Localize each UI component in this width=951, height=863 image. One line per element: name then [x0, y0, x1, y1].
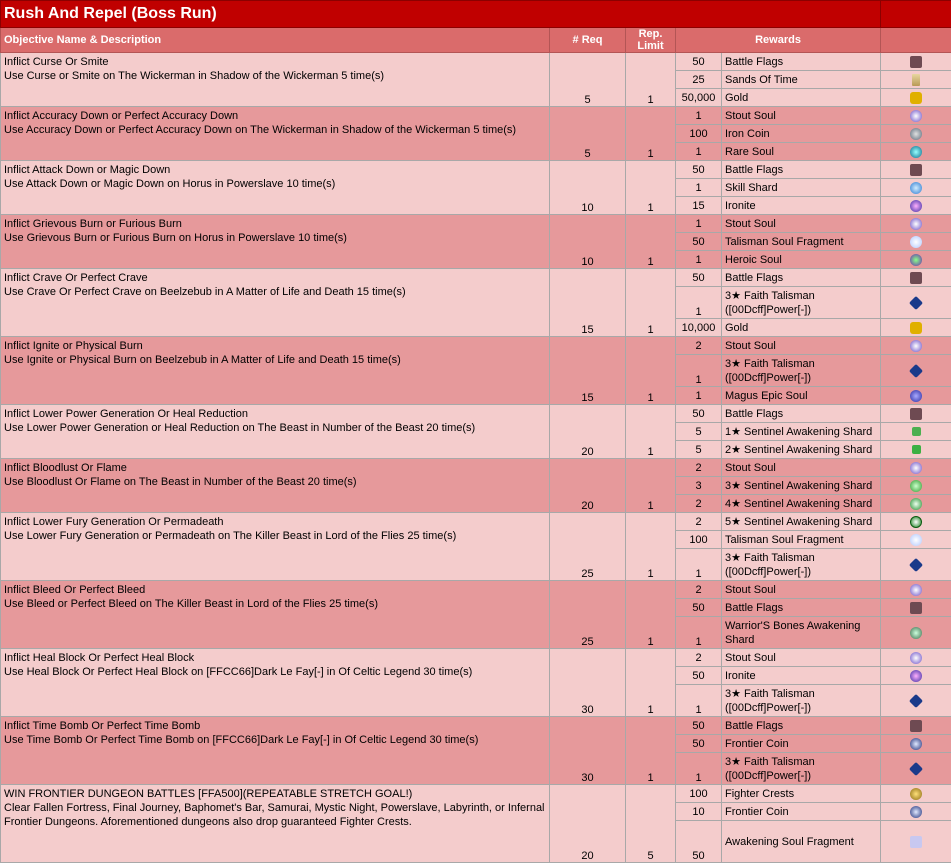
header-rep-limit: Rep. Limit: [626, 28, 676, 53]
reward-icon-cell: [881, 753, 951, 785]
gold-icon: [910, 322, 922, 334]
magus-epic-soul-icon: [910, 390, 922, 402]
header-icon-col: [881, 28, 951, 53]
reward-name: Iron Coin: [722, 125, 881, 143]
objective-cell: [1, 581, 550, 649]
reward-qty: 1: [676, 251, 722, 269]
reward-icon-cell: [881, 735, 951, 753]
reward-icon-cell: [881, 125, 951, 143]
reward-name: 2★ Sentinel Awakening Shard: [722, 441, 881, 459]
reward-name: Battle Flags: [722, 599, 881, 617]
reward-name: Heroic Soul: [722, 251, 881, 269]
sentinel-shard-5-icon: [910, 516, 922, 528]
reward-row: [1, 161, 951, 179]
reward-name: 3★ Sentinel Awakening Shard: [722, 477, 881, 495]
reward-qty: 50: [676, 667, 722, 685]
objective-desc: Use Accuracy Down or Perfect Accuracy Down on The Wickerman in Shadow of the Wickerman 5 time(s): [4, 123, 546, 137]
title-spacer: [881, 1, 951, 28]
reward-qty: 2: [676, 649, 722, 667]
reward-qty: 1: [676, 107, 722, 125]
faith-talisman-icon: [909, 558, 923, 572]
reward-qty: 50: [676, 53, 722, 71]
reward-icon-cell: [881, 459, 951, 477]
objective-name: Inflict Lower Fury Generation Or Permadeath: [4, 515, 546, 529]
reward-icon-cell: [881, 233, 951, 251]
objective-rep-limit: 1: [626, 215, 676, 269]
talisman-soul-fragment-icon: [910, 534, 922, 546]
reward-name: 3★ Faith Talisman ([00Dcff]Power[-]): [722, 753, 881, 785]
objective-name: Inflict Curse Or Smite: [4, 55, 546, 69]
reward-icon-cell: [881, 685, 951, 717]
objective-req: 15: [550, 269, 626, 337]
reward-row: [1, 215, 951, 233]
reward-icon-cell: [881, 89, 951, 107]
reward-qty: 50: [676, 821, 722, 863]
reward-qty: 1: [676, 549, 722, 581]
objective-cell: [1, 459, 550, 513]
reward-icon-cell: [881, 599, 951, 617]
reward-name: 3★ Faith Talisman ([00Dcff]Power[-]): [722, 287, 881, 319]
reward-icon-cell: [881, 423, 951, 441]
reward-icon-cell: [881, 143, 951, 161]
reward-qty: 2: [676, 513, 722, 531]
reward-qty: 1: [676, 143, 722, 161]
faith-talisman-icon: [909, 296, 923, 310]
objective-rep-limit: 1: [626, 717, 676, 785]
reward-icon-cell: [881, 387, 951, 405]
objective-req: 20: [550, 405, 626, 459]
stout-soul-icon: [910, 110, 922, 122]
reward-qty: 100: [676, 125, 722, 143]
battle-flags-icon: [910, 720, 922, 732]
sands-of-time-icon: [912, 74, 920, 86]
objective-name: Inflict Ignite or Physical Burn: [4, 339, 546, 353]
reward-icon-cell: [881, 71, 951, 89]
reward-icon-cell: [881, 441, 951, 459]
reward-qty: 50: [676, 161, 722, 179]
awakening-soul-fragment-icon: [910, 836, 922, 848]
page-title: Rush And Repel (Boss Run): [1, 1, 881, 28]
reward-icon-cell: [881, 617, 951, 649]
objective-desc: Use Attack Down or Magic Down on Horus in Powerslave 10 time(s): [4, 177, 546, 191]
sentinel-shard-3-icon: [910, 480, 922, 492]
reward-icon-cell: [881, 477, 951, 495]
reward-icon-cell: [881, 803, 951, 821]
heroic-soul-icon: [910, 254, 922, 266]
reward-icon-cell: [881, 337, 951, 355]
objective-req: 10: [550, 215, 626, 269]
reward-name: Rare Soul: [722, 143, 881, 161]
reward-name: Warrior'S Bones Awakening Shard: [722, 617, 881, 649]
objective-cell: [1, 785, 550, 863]
reward-icon-cell: [881, 717, 951, 735]
objective-name: Inflict Bleed Or Perfect Bleed: [4, 583, 546, 597]
objective-desc: Use Bleed or Perfect Bleed on The Killer Beast in Lord of the Flies 25 time(s): [4, 597, 546, 611]
reward-qty: 50: [676, 405, 722, 423]
reward-icon-cell: [881, 179, 951, 197]
objective-rep-limit: 1: [626, 513, 676, 581]
objective-desc: Use Grievous Burn or Furious Burn on Horus in Powerslave 10 time(s): [4, 231, 546, 245]
objective-desc: Clear Fallen Fortress, Final Journey, Baphomet's Bar, Samurai, Mystic Night, Powerslave, Labyrinth, or Infernal Frontier Dungeons. Aforementioned dungeons also drop guaranteed Fighter Crests.: [4, 801, 546, 829]
reward-name: Skill Shard: [722, 179, 881, 197]
talisman-soul-fragment-icon: [910, 236, 922, 248]
reward-name: Magus Epic Soul: [722, 387, 881, 405]
gold-icon: [910, 92, 922, 104]
objective-name: Inflict Time Bomb Or Perfect Time Bomb: [4, 719, 546, 733]
reward-name: Stout Soul: [722, 581, 881, 599]
reward-qty: 10,000: [676, 319, 722, 337]
frontier-coin-icon: [910, 738, 922, 750]
objective-rep-limit: 1: [626, 649, 676, 717]
objective-name: Inflict Lower Power Generation Or Heal Reduction: [4, 407, 546, 421]
warriors-bones-shard-icon: [910, 627, 922, 639]
reward-name: Battle Flags: [722, 53, 881, 71]
rare-soul-icon: [910, 146, 922, 158]
reward-icon-cell: [881, 269, 951, 287]
sentinel-shard-2-icon: [912, 445, 921, 454]
reward-name: Stout Soul: [722, 337, 881, 355]
reward-qty: 25: [676, 71, 722, 89]
reward-icon-cell: [881, 513, 951, 531]
battle-flags-icon: [910, 56, 922, 68]
objective-name: Inflict Attack Down or Magic Down: [4, 163, 546, 177]
objective-cell: [1, 717, 550, 785]
reward-row: [1, 717, 951, 735]
objective-req: 5: [550, 107, 626, 161]
objective-desc: Use Heal Block Or Perfect Heal Block on [FFCC66]Dark Le Fay[-] in Of Celtic Legend 30 time(s): [4, 665, 546, 679]
objective-cell: [1, 513, 550, 581]
objective-cell: [1, 107, 550, 161]
objective-rep-limit: 1: [626, 581, 676, 649]
reward-name: Stout Soul: [722, 215, 881, 233]
fighter-crests-icon: [910, 788, 922, 800]
objective-req: 30: [550, 649, 626, 717]
reward-row: [1, 269, 951, 287]
reward-qty: 2: [676, 495, 722, 513]
reward-icon-cell: [881, 355, 951, 387]
reward-qty: 50: [676, 735, 722, 753]
reward-icon-cell: [881, 53, 951, 71]
battle-flags-icon: [910, 408, 922, 420]
reward-qty: 100: [676, 785, 722, 803]
reward-row: [1, 513, 951, 531]
stout-soul-icon: [910, 218, 922, 230]
reward-qty: 1: [676, 179, 722, 197]
reward-name: 3★ Faith Talisman ([00Dcff]Power[-]): [722, 685, 881, 717]
objective-name: WIN FRONTIER DUNGEON BATTLES [FFA500](REPEATABLE STRETCH GOAL!): [4, 787, 546, 801]
objective-name: Inflict Crave Or Perfect Crave: [4, 271, 546, 285]
sentinel-shard-1-icon: [912, 427, 921, 436]
reward-icon-cell: [881, 215, 951, 233]
reward-name: Frontier Coin: [722, 803, 881, 821]
objective-req: 30: [550, 717, 626, 785]
reward-qty: 1: [676, 287, 722, 319]
reward-icon-cell: [881, 287, 951, 319]
objective-req: 20: [550, 785, 626, 863]
header-objective: Objective Name & Description: [1, 28, 550, 53]
objective-rep-limit: 1: [626, 269, 676, 337]
objective-cell: [1, 649, 550, 717]
reward-qty: 50: [676, 233, 722, 251]
reward-icon-cell: [881, 821, 951, 863]
reward-name: 3★ Faith Talisman ([00Dcff]Power[-]): [722, 355, 881, 387]
objective-rep-limit: 1: [626, 405, 676, 459]
reward-qty: 1: [676, 617, 722, 649]
reward-row: [1, 107, 951, 125]
iron-coin-icon: [910, 128, 922, 140]
reward-name: Awakening Soul Fragment: [722, 821, 881, 863]
reward-icon-cell: [881, 531, 951, 549]
reward-qty: 2: [676, 581, 722, 599]
stout-soul-icon: [910, 462, 922, 474]
reward-name: Battle Flags: [722, 161, 881, 179]
reward-name: 5★ Sentinel Awakening Shard: [722, 513, 881, 531]
reward-qty: 50: [676, 599, 722, 617]
reward-name: Stout Soul: [722, 649, 881, 667]
reward-qty: 5: [676, 441, 722, 459]
objective-cell: [1, 161, 550, 215]
reward-icon-cell: [881, 785, 951, 803]
reward-qty: 1: [676, 215, 722, 233]
objective-rep-limit: 1: [626, 161, 676, 215]
objective-name: Inflict Grievous Burn or Furious Burn: [4, 217, 546, 231]
objective-rep-limit: 1: [626, 53, 676, 107]
reward-icon-cell: [881, 251, 951, 269]
reward-icon-cell: [881, 549, 951, 581]
objective-cell: [1, 215, 550, 269]
objective-desc: Use Lower Fury Generation or Permadeath on The Killer Beast in Lord of the Flies 25 time(s): [4, 529, 546, 543]
objective-cell: [1, 269, 550, 337]
stout-soul-icon: [910, 652, 922, 664]
objective-req: 5: [550, 53, 626, 107]
ironite-icon: [910, 670, 922, 682]
objective-req: 15: [550, 337, 626, 405]
reward-qty: 1: [676, 387, 722, 405]
reward-name: Talisman Soul Fragment: [722, 531, 881, 549]
reward-icon-cell: [881, 495, 951, 513]
frontier-coin-icon: [910, 806, 922, 818]
objective-desc: Use Curse or Smite on The Wickerman in Shadow of the Wickerman 5 time(s): [4, 69, 546, 83]
objective-name: Inflict Accuracy Down or Perfect Accuracy Down: [4, 109, 546, 123]
faith-talisman-icon: [909, 694, 923, 708]
reward-qty: 10: [676, 803, 722, 821]
reward-name: Fighter Crests: [722, 785, 881, 803]
reward-row: [1, 405, 951, 423]
reward-qty: 50,000: [676, 89, 722, 107]
stout-soul-icon: [910, 584, 922, 596]
reward-qty: 5: [676, 423, 722, 441]
faith-talisman-icon: [909, 364, 923, 378]
reward-name: Gold: [722, 319, 881, 337]
reward-icon-cell: [881, 319, 951, 337]
header-rewards: Rewards: [676, 28, 881, 53]
battle-flags-icon: [910, 602, 922, 614]
skill-shard-icon: [910, 182, 922, 194]
battle-flags-icon: [910, 164, 922, 176]
sentinel-shard-4-icon: [910, 498, 922, 510]
reward-name: Talisman Soul Fragment: [722, 233, 881, 251]
objective-rep-limit: 1: [626, 107, 676, 161]
reward-name: Gold: [722, 89, 881, 107]
faith-talisman-icon: [909, 762, 923, 776]
objective-name: Inflict Heal Block Or Perfect Heal Block: [4, 651, 546, 665]
reward-qty: 100: [676, 531, 722, 549]
objective-desc: Use Bloodlust Or Flame on The Beast in Number of the Beast 20 time(s): [4, 475, 546, 489]
reward-icon-cell: [881, 405, 951, 423]
objective-desc: Use Time Bomb Or Perfect Time Bomb on [FFCC66]Dark Le Fay[-] in Of Celtic Legend 30 time(s): [4, 733, 546, 747]
objective-rep-limit: 5: [626, 785, 676, 863]
reward-name: Stout Soul: [722, 459, 881, 477]
objective-name: Inflict Bloodlust Or Flame: [4, 461, 546, 475]
objective-rep-limit: 1: [626, 459, 676, 513]
reward-row: [1, 581, 951, 599]
objective-desc: Use Ignite or Physical Burn on Beelzebub in A Matter of Life and Death 15 time(s): [4, 353, 546, 367]
reward-row: [1, 785, 951, 803]
reward-icon-cell: [881, 197, 951, 215]
objective-req: 25: [550, 581, 626, 649]
objective-desc: Use Crave Or Perfect Crave on Beelzebub in A Matter of Life and Death 15 time(s): [4, 285, 546, 299]
reward-name: Battle Flags: [722, 717, 881, 735]
reward-qty: 15: [676, 197, 722, 215]
objective-cell: [1, 53, 550, 107]
reward-icon-cell: [881, 581, 951, 599]
reward-qty: 2: [676, 337, 722, 355]
reward-name: Ironite: [722, 197, 881, 215]
reward-name: 4★ Sentinel Awakening Shard: [722, 495, 881, 513]
reward-name: Battle Flags: [722, 269, 881, 287]
objective-req: 20: [550, 459, 626, 513]
reward-qty: 1: [676, 685, 722, 717]
objective-desc: Use Lower Power Generation or Heal Reduction on The Beast in Number of the Beast 20 time(s): [4, 421, 546, 435]
header-req: # Req: [550, 28, 626, 53]
objective-cell: [1, 337, 550, 405]
reward-row: [1, 649, 951, 667]
reward-icon-cell: [881, 649, 951, 667]
reward-qty: 1: [676, 753, 722, 785]
reward-qty: 3: [676, 477, 722, 495]
reward-name: 1★ Sentinel Awakening Shard: [722, 423, 881, 441]
reward-icon-cell: [881, 161, 951, 179]
reward-qty: 1: [676, 355, 722, 387]
objective-req: 10: [550, 161, 626, 215]
reward-row: [1, 459, 951, 477]
reward-name: Ironite: [722, 667, 881, 685]
reward-qty: 2: [676, 459, 722, 477]
reward-icon-cell: [881, 107, 951, 125]
objective-rep-limit: 1: [626, 337, 676, 405]
objective-req: 25: [550, 513, 626, 581]
reward-icon-cell: [881, 667, 951, 685]
reward-name: Frontier Coin: [722, 735, 881, 753]
reward-row: [1, 337, 951, 355]
reward-name: Battle Flags: [722, 405, 881, 423]
reward-name: 3★ Faith Talisman ([00Dcff]Power[-]): [722, 549, 881, 581]
reward-name: Sands Of Time: [722, 71, 881, 89]
reward-qty: 50: [676, 269, 722, 287]
reward-qty: 50: [676, 717, 722, 735]
ironite-icon: [910, 200, 922, 212]
reward-name: Stout Soul: [722, 107, 881, 125]
reward-row: [1, 53, 951, 71]
objective-cell: [1, 405, 550, 459]
stout-soul-icon: [910, 340, 922, 352]
battle-flags-icon: [910, 272, 922, 284]
